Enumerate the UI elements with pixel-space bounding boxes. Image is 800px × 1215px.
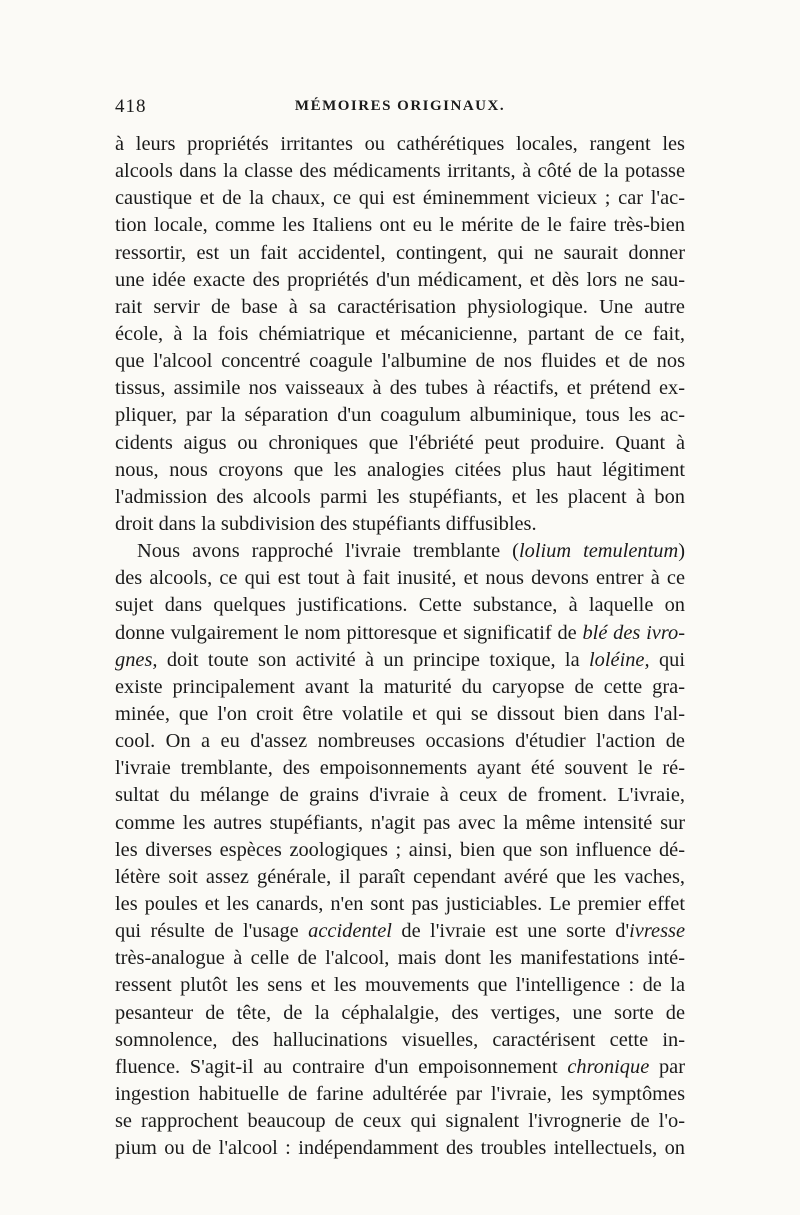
text-segment: doit toute son activité à un principe toxique, la	[157, 648, 589, 671]
text-segment: pesanteur de tête, de la céphalalgie, des vertiges, une sorte de	[115, 1001, 685, 1024]
text-line	[115, 565, 685, 592]
text-segment: une idée exacte des propriétés d'un médicament, et dès lors ne sau-	[115, 268, 685, 291]
page-number: 418	[115, 96, 147, 117]
text-segment: sujet dans quelques justifications. Cette substance, à laquelle on	[115, 594, 685, 617]
text-segment: comme les autres stupéfiants, n'agit pas avec la même intensité sur	[115, 811, 685, 834]
text-segment: cidents aigus ou chroniques que l'ébriété peut produire. Quant à	[115, 431, 685, 454]
text-segment: minée, que l'on croit être volatile et qui se dissout bien dans l'al-	[115, 702, 685, 725]
text-line	[115, 1000, 685, 1027]
text-line	[115, 1081, 685, 1108]
text-segment: des alcools, ce qui est tout à fait inusité, et nous devons entrer à ce	[115, 567, 685, 590]
text-segment: par	[649, 1055, 685, 1078]
text-segment: fluence. S'agit-il au contraire d'un empoisonnement	[115, 1055, 568, 1078]
italic-text: loléine,	[589, 648, 650, 671]
page-header	[115, 96, 685, 122]
text-line	[115, 240, 685, 267]
text-line	[115, 647, 685, 674]
running-title: MÉMOIRES ORIGINAUX.	[294, 98, 506, 114]
text-segment: Nous avons rapproché l'ivraie tremblante (	[137, 540, 519, 563]
italic-text: gnes,	[115, 648, 158, 671]
text-line	[115, 267, 685, 294]
text-segment: école, à la fois chémiatrique et mécanicienne, partant de ce fait,	[115, 322, 685, 345]
text-segment: pliquer, par la séparation d'un coagulum albuminique, tous les ac-	[115, 404, 685, 427]
text-line	[115, 728, 685, 755]
text-line	[115, 864, 685, 891]
text-line	[115, 1135, 685, 1162]
text-segment: nous, nous croyons que les analogies citées plus haut légitiment	[115, 458, 685, 481]
text-segment: très-analogue à celle de l'alcool, mais dont les manifestations inté-	[115, 947, 685, 970]
text-segment: à leurs propriétés irritantes ou cathérétiques locales, rangent les	[115, 133, 685, 155]
text-segment: rait servir de base à sa caractérisation physiologique. Une autre	[115, 295, 685, 318]
text-line	[115, 484, 685, 511]
text-segment: ingestion habituelle de farine adultérée par l'ivraie, les symptômes	[115, 1082, 685, 1105]
text-line	[115, 810, 685, 837]
text-line	[115, 701, 685, 728]
text-segment: que l'alcool concentré coagule l'albumine de nos fluides et de nos	[115, 350, 685, 373]
text-segment: se rapprochent beaucoup de ceux qui signalent l'ivrognerie de l'o-	[115, 1110, 685, 1133]
text-segment: tion locale, comme les Italiens ont eu le mérite de le faire très-bien	[115, 214, 685, 237]
text-line	[115, 511, 685, 538]
text-line	[115, 158, 685, 185]
text-segment: droit dans la subdivision des stupéfiants diffusibles.	[115, 512, 537, 535]
text-segment: alcools dans la classe des médicaments irritants, à côté de la potasse	[115, 160, 685, 183]
text-segment: pium ou de l'alcool : indépendamment des troubles intellectuels, on	[115, 1137, 685, 1160]
text-line	[115, 891, 685, 918]
text-line	[115, 294, 685, 321]
body-text	[115, 131, 685, 1162]
text-segment: donne vulgairement le nom pittoresque et significatif de	[115, 621, 583, 644]
text-line	[115, 782, 685, 809]
text-line	[115, 430, 685, 457]
text-line	[115, 457, 685, 484]
text-segment: l'admission des alcools parmi les stupéfiants, et les placent à bon	[115, 485, 685, 508]
text-line	[115, 918, 685, 945]
text-line	[115, 620, 685, 647]
text-segment: les diverses espèces zoologiques ; ainsi, bien que son influence dé-	[115, 838, 685, 861]
text-line	[115, 1027, 685, 1054]
italic-text: ivresse	[629, 920, 686, 943]
text-line	[115, 945, 685, 972]
text-line	[115, 348, 685, 375]
text-line	[115, 185, 685, 212]
text-segment: ressortir, est un fait accidentel, contingent, qui ne saurait donner	[115, 241, 685, 264]
text-segment: )	[678, 540, 686, 563]
text-segment: létère soit assez générale, il paraît cependant avéré que les vaches,	[115, 865, 685, 888]
text-segment: sultat du mélange de grains d'ivraie à ceux de froment. L'ivraie,	[115, 784, 685, 807]
italic-text: chronique	[567, 1055, 650, 1078]
italic-text: lolium temulentum	[518, 540, 679, 563]
text-line	[115, 755, 685, 782]
italic-text: blé des ivro-	[582, 621, 685, 644]
text-line	[115, 1108, 685, 1135]
text-segment: de l'ivraie est une sorte d'	[391, 920, 630, 943]
text-line	[115, 212, 685, 239]
text-segment: qui	[649, 648, 685, 671]
text-line	[115, 592, 685, 619]
text-line	[115, 1054, 685, 1081]
text-segment: les poules et les canards, n'en sont pas justiciables. Le premier effet	[115, 892, 685, 915]
text-line	[115, 837, 685, 864]
text-segment: caustique et de la chaux, ce qui est éminemment vicieux ; car l'ac-	[115, 187, 685, 210]
text-segment: somnolence, des hallucinations visuelles, caractérisent cette in-	[115, 1028, 685, 1051]
text-segment: l'ivraie tremblante, des empoisonnements ayant été souvent le ré-	[115, 757, 685, 780]
text-line	[115, 375, 685, 402]
text-line	[115, 131, 685, 158]
text-segment: cool. On a eu d'assez nombreuses occasions d'étudier l'action de	[115, 730, 685, 753]
text-line	[115, 321, 685, 348]
italic-text: accidentel	[308, 920, 392, 943]
text-segment: tissus, assimile nos vaisseaux à des tubes à réactifs, et prétend ex-	[115, 377, 685, 400]
text-segment: existe principalement avant la maturité du caryopse de cette gra-	[115, 675, 685, 698]
text-line	[115, 674, 685, 701]
text-line	[115, 972, 685, 999]
text-segment: ressent plutôt les sens et les mouvements que l'intelligence : de la	[115, 974, 685, 997]
text-line	[115, 538, 685, 565]
text-segment: qui résulte de l'usage	[115, 920, 309, 943]
text-line	[115, 402, 685, 429]
